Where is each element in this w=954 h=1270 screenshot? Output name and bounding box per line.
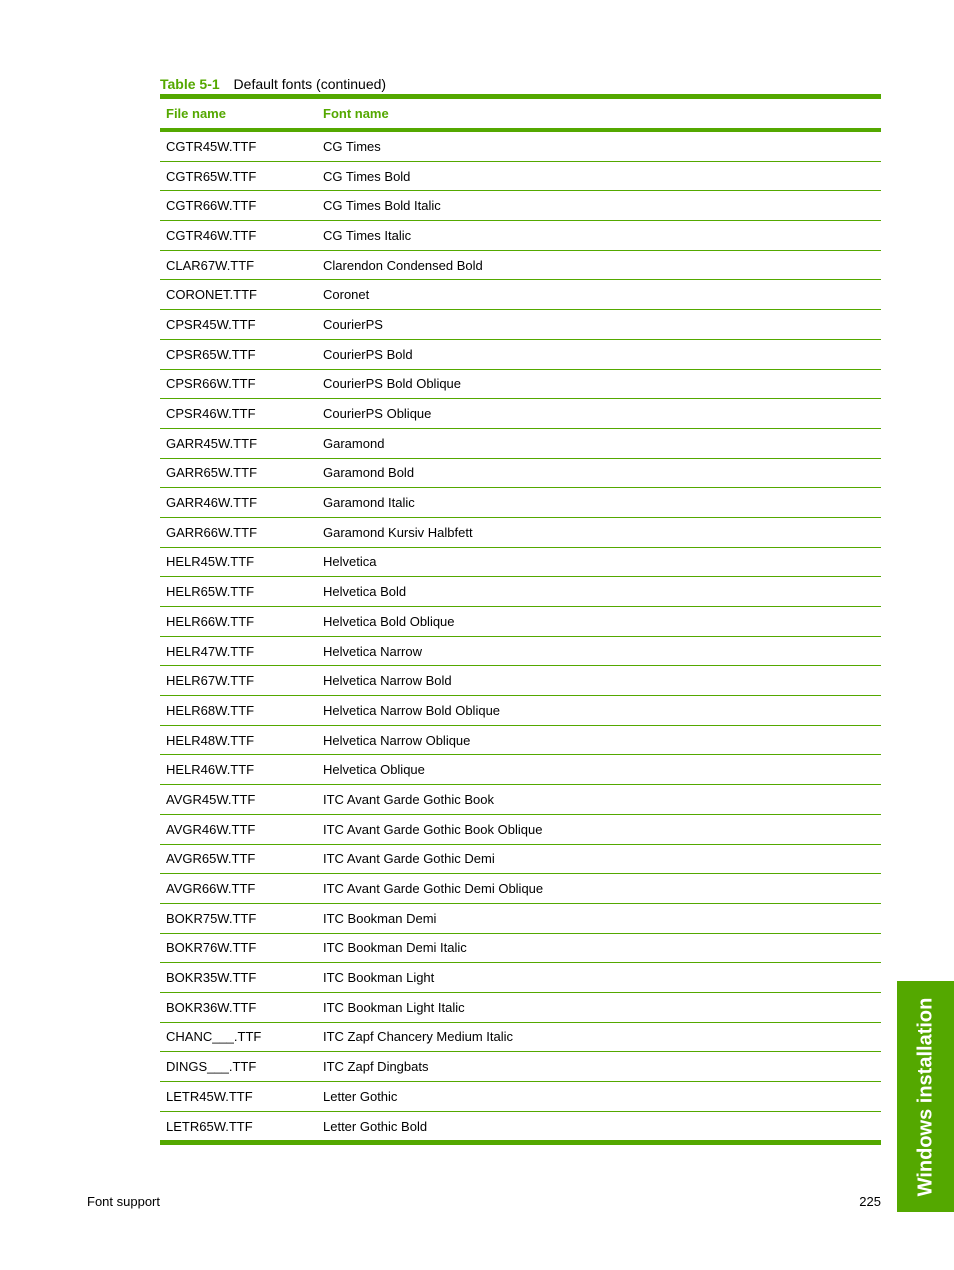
table-body bbox=[160, 130, 881, 1143]
table-row bbox=[160, 607, 881, 637]
column-header-file-name: File name bbox=[160, 97, 317, 131]
font-name-cell: Garamond Kursiv Halbfett bbox=[317, 517, 881, 547]
page-number: 225 bbox=[859, 1194, 881, 1209]
table-caption bbox=[160, 75, 386, 93]
file-name-cell: AVGR66W.TTF bbox=[160, 874, 317, 904]
font-name-cell: ITC Avant Garde Gothic Book bbox=[317, 785, 881, 815]
font-name-cell: Garamond bbox=[317, 428, 881, 458]
table-row bbox=[160, 280, 881, 310]
font-name-cell: Helvetica Narrow bbox=[317, 636, 881, 666]
side-tab bbox=[897, 981, 954, 1212]
table-row bbox=[160, 577, 881, 607]
file-name-cell: AVGR46W.TTF bbox=[160, 814, 317, 844]
file-name-cell: CHANC___.TTF bbox=[160, 1022, 317, 1052]
table-row bbox=[160, 725, 881, 755]
table-row bbox=[160, 369, 881, 399]
font-name-cell: CourierPS Bold Oblique bbox=[317, 369, 881, 399]
font-name-cell: Garamond Bold bbox=[317, 458, 881, 488]
font-name-cell: Clarendon Condensed Bold bbox=[317, 250, 881, 280]
file-name-cell: CPSR46W.TTF bbox=[160, 399, 317, 429]
table-row bbox=[160, 1111, 881, 1143]
table-title: Default fonts (continued) bbox=[233, 76, 387, 92]
font-name-cell: CourierPS Oblique bbox=[317, 399, 881, 429]
table-row bbox=[160, 1082, 881, 1112]
file-name-cell: CPSR66W.TTF bbox=[160, 369, 317, 399]
table-row bbox=[160, 785, 881, 815]
file-name-cell: CGTR65W.TTF bbox=[160, 161, 317, 191]
font-name-cell: CG Times Bold Italic bbox=[317, 191, 881, 221]
table-row bbox=[160, 963, 881, 993]
file-name-cell: CGTR46W.TTF bbox=[160, 221, 317, 251]
file-name-cell: BOKR36W.TTF bbox=[160, 992, 317, 1022]
table-row bbox=[160, 933, 881, 963]
table-row bbox=[160, 339, 881, 369]
font-name-cell: ITC Avant Garde Gothic Book Oblique bbox=[317, 814, 881, 844]
table-row bbox=[160, 755, 881, 785]
table-row bbox=[160, 399, 881, 429]
table-row bbox=[160, 992, 881, 1022]
file-name-cell: HELR46W.TTF bbox=[160, 755, 317, 785]
table-row bbox=[160, 191, 881, 221]
font-name-cell: CG Times Bold bbox=[317, 161, 881, 191]
font-name-cell: Helvetica Bold Oblique bbox=[317, 607, 881, 637]
column-header-font-name: Font name bbox=[317, 97, 881, 131]
file-name-cell: AVGR65W.TTF bbox=[160, 844, 317, 874]
font-name-cell: ITC Avant Garde Gothic Demi bbox=[317, 844, 881, 874]
table-row bbox=[160, 874, 881, 904]
file-name-cell: CGTR45W.TTF bbox=[160, 130, 317, 161]
file-name-cell: CORONET.TTF bbox=[160, 280, 317, 310]
default-fonts-table bbox=[160, 94, 881, 1145]
file-name-cell: GARR45W.TTF bbox=[160, 428, 317, 458]
font-name-cell: Helvetica bbox=[317, 547, 881, 577]
table-row bbox=[160, 547, 881, 577]
font-name-cell: ITC Bookman Light bbox=[317, 963, 881, 993]
footer-section-title: Font support bbox=[87, 1194, 160, 1209]
file-name-cell: CPSR45W.TTF bbox=[160, 310, 317, 340]
file-name-cell: GARR65W.TTF bbox=[160, 458, 317, 488]
table-row bbox=[160, 428, 881, 458]
table-row bbox=[160, 161, 881, 191]
table-row bbox=[160, 517, 881, 547]
table-number: Table 5-1 bbox=[160, 76, 220, 92]
table-row bbox=[160, 636, 881, 666]
table-row bbox=[160, 814, 881, 844]
font-name-cell: ITC Avant Garde Gothic Demi Oblique bbox=[317, 874, 881, 904]
side-tab-label: Windows installation bbox=[914, 997, 936, 1196]
table-row bbox=[160, 488, 881, 518]
font-name-cell: Letter Gothic Bold bbox=[317, 1111, 881, 1143]
font-name-cell: Helvetica Narrow Bold Oblique bbox=[317, 696, 881, 726]
font-name-cell: CG Times bbox=[317, 130, 881, 161]
font-name-cell: CourierPS bbox=[317, 310, 881, 340]
file-name-cell: HELR67W.TTF bbox=[160, 666, 317, 696]
font-name-cell: ITC Zapf Dingbats bbox=[317, 1052, 881, 1082]
file-name-cell: LETR45W.TTF bbox=[160, 1082, 317, 1112]
table-row bbox=[160, 310, 881, 340]
font-name-cell: ITC Bookman Demi Italic bbox=[317, 933, 881, 963]
font-name-cell: Letter Gothic bbox=[317, 1082, 881, 1112]
file-name-cell: HELR68W.TTF bbox=[160, 696, 317, 726]
file-name-cell: CLAR67W.TTF bbox=[160, 250, 317, 280]
table-row bbox=[160, 250, 881, 280]
table-row bbox=[160, 666, 881, 696]
font-name-cell: ITC Bookman Demi bbox=[317, 903, 881, 933]
table-row bbox=[160, 1022, 881, 1052]
font-name-cell: Helvetica Oblique bbox=[317, 755, 881, 785]
file-name-cell: CGTR66W.TTF bbox=[160, 191, 317, 221]
table-row bbox=[160, 458, 881, 488]
file-name-cell: GARR46W.TTF bbox=[160, 488, 317, 518]
font-name-cell: CG Times Italic bbox=[317, 221, 881, 251]
file-name-cell: HELR48W.TTF bbox=[160, 725, 317, 755]
file-name-cell: LETR65W.TTF bbox=[160, 1111, 317, 1143]
file-name-cell: CPSR65W.TTF bbox=[160, 339, 317, 369]
table-row bbox=[160, 221, 881, 251]
file-name-cell: BOKR75W.TTF bbox=[160, 903, 317, 933]
font-name-cell: ITC Bookman Light Italic bbox=[317, 992, 881, 1022]
file-name-cell: HELR47W.TTF bbox=[160, 636, 317, 666]
font-name-cell: Garamond Italic bbox=[317, 488, 881, 518]
file-name-cell: HELR66W.TTF bbox=[160, 607, 317, 637]
font-name-cell: Helvetica Narrow Bold bbox=[317, 666, 881, 696]
table-row bbox=[160, 903, 881, 933]
file-name-cell: BOKR76W.TTF bbox=[160, 933, 317, 963]
table-row bbox=[160, 130, 881, 161]
font-name-cell: CourierPS Bold bbox=[317, 339, 881, 369]
font-name-cell: Helvetica Bold bbox=[317, 577, 881, 607]
file-name-cell: GARR66W.TTF bbox=[160, 517, 317, 547]
table-row bbox=[160, 1052, 881, 1082]
file-name-cell: DINGS___.TTF bbox=[160, 1052, 317, 1082]
font-name-cell: Helvetica Narrow Oblique bbox=[317, 725, 881, 755]
table-row bbox=[160, 844, 881, 874]
file-name-cell: AVGR45W.TTF bbox=[160, 785, 317, 815]
font-name-cell: ITC Zapf Chancery Medium Italic bbox=[317, 1022, 881, 1052]
file-name-cell: HELR45W.TTF bbox=[160, 547, 317, 577]
table-header-row bbox=[160, 97, 881, 131]
file-name-cell: BOKR35W.TTF bbox=[160, 963, 317, 993]
file-name-cell: HELR65W.TTF bbox=[160, 577, 317, 607]
font-name-cell: Coronet bbox=[317, 280, 881, 310]
table-row bbox=[160, 696, 881, 726]
